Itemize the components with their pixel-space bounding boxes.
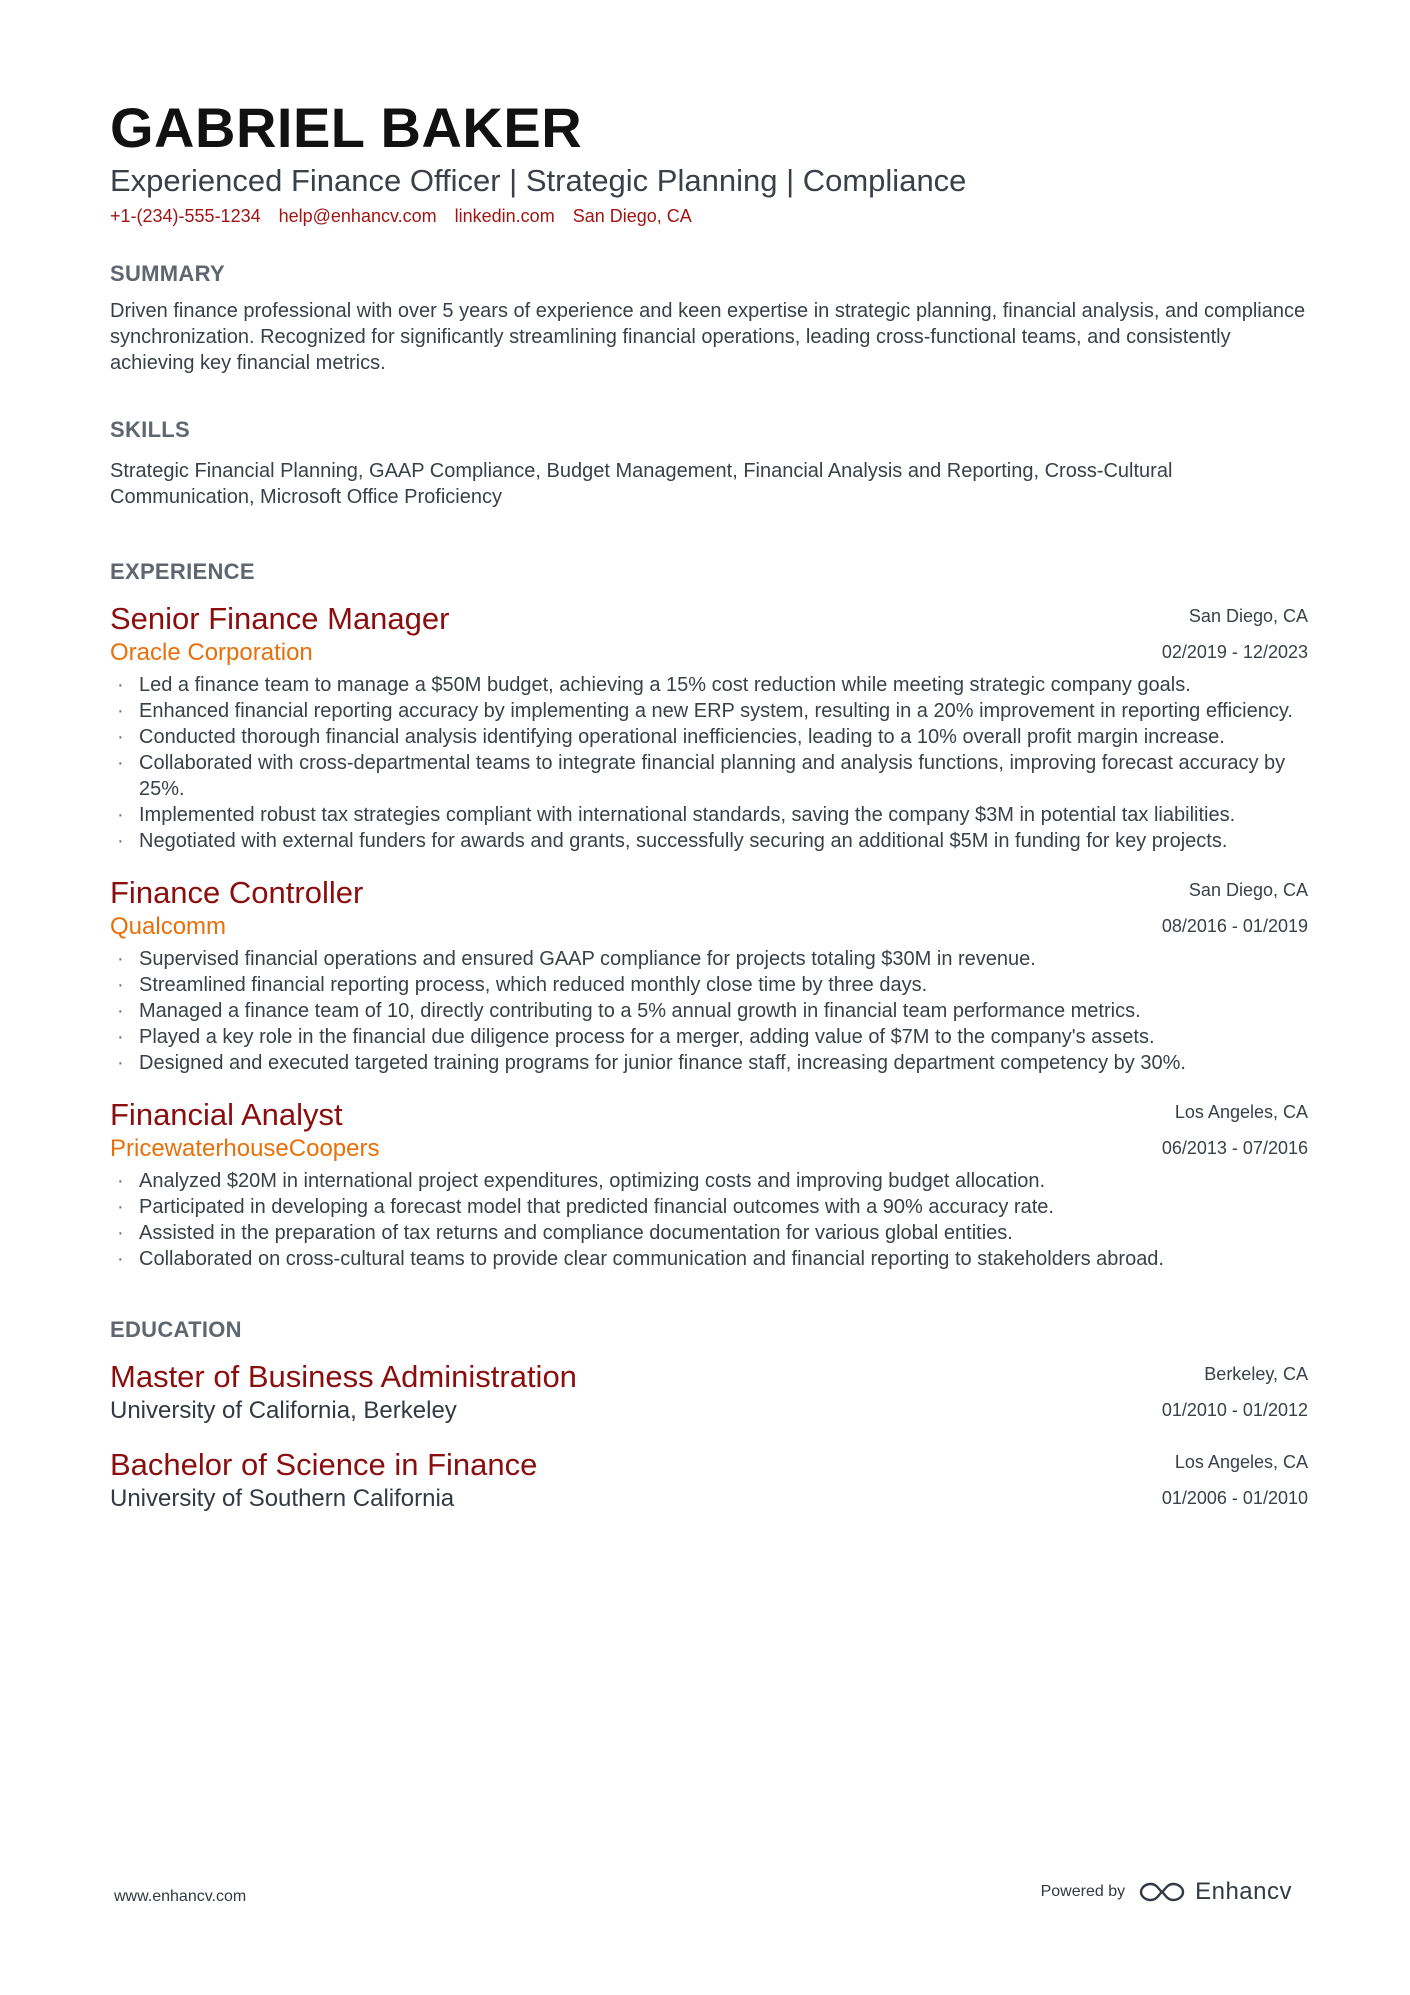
location-link[interactable]: San Diego, CA	[572, 206, 692, 226]
skills-text: Strategic Financial Planning, GAAP Compliance, Budget Management, Financial Analysis and Reporting, Cross-Cultural Communication, Microsoft Office Proficiency	[110, 460, 1173, 508]
phone-link[interactable]: +1-(234)-555-1234	[110, 206, 261, 226]
footer-website[interactable]: www.enhancv.com	[114, 1888, 247, 1905]
job-dates: 08/2016 - 01/2019	[1161, 916, 1308, 936]
job-dates: 02/2019 - 12/2023	[1161, 642, 1308, 662]
achievement-item: · Collaborated with cross-departmental teams to integrate financial planning and analysis functions, improving forecast accuracy by 25%.	[110, 750, 1308, 802]
achievement-item: · Assisted in the preparation of tax returns and compliance documentation for various global entities.	[110, 1220, 1308, 1246]
achievement-list	[110, 672, 1308, 854]
entry-header	[110, 600, 1308, 668]
achievement-item: · Participated in developing a forecast model that predicted financial outcomes with a 90% accuracy rate.	[110, 1194, 1308, 1220]
education-title: EDUCATION	[110, 1317, 242, 1342]
study-dates: 01/2006 - 01/2010	[1161, 1488, 1308, 1508]
job-location: San Diego, CA	[1188, 880, 1308, 900]
achievement-item: · Designed and executed targeted training programs for junior finance staff, increasing department competency by 30%.	[110, 1050, 1308, 1076]
achievement-item: · Enhanced financial reporting accuracy by implementing a new ERP system, resulting in a 20% improvement in reporting efficiency.	[110, 698, 1308, 724]
job-location: Los Angeles, CA	[1174, 1102, 1308, 1122]
education-entry	[110, 1358, 1308, 1426]
degree-title: Master of Business Administration	[110, 1359, 577, 1394]
education-section	[110, 1316, 1308, 1514]
email-link[interactable]: help@enhancv.com	[278, 206, 437, 226]
achievement-list	[110, 1168, 1308, 1272]
achievement-item: · Collaborated on cross-cultural teams to provide clear communication and financial reporting to stakeholders abroad.	[110, 1246, 1308, 1272]
headline: Experienced Finance Officer | Strategic Planning | Compliance	[110, 163, 967, 198]
achievement-item: · Conducted thorough financial analysis identifying operational inefficiencies, leading to a 10% overall profit margin increase.	[110, 724, 1308, 750]
powered-by-label: Powered by	[1040, 1883, 1126, 1900]
degree-title: Bachelor of Science in Finance	[110, 1447, 538, 1482]
study-dates: 01/2010 - 01/2012	[1161, 1400, 1308, 1420]
summary-text: Driven finance professional with over 5 years of experience and keen expertise in strategic planning, financial analysis, and compliance synchronization. Recognized for significantly streamlining financial operations, leading cross-functional teams, and consistently achieving key financial metrics.	[110, 300, 1306, 374]
brand-name: Enhancv	[1195, 1878, 1292, 1905]
candidate-name: GABRIEL BAKER	[110, 96, 583, 159]
achievement-item: · Played a key role in the financial due diligence process for a merger, adding value of $7M to the company's assets.	[110, 1024, 1308, 1050]
brand-logo[interactable]	[1139, 1878, 1292, 1906]
footer-branding	[1041, 1878, 1292, 1906]
skills-title: SKILLS	[110, 417, 191, 442]
school-location: Los Angeles, CA	[1174, 1452, 1308, 1472]
achievement-item: · Analyzed $20M in international project expenditures, optimizing costs and improving budget allocation.	[110, 1168, 1308, 1194]
school-name: University of Southern California	[110, 1485, 455, 1512]
company-name: Qualcomm	[110, 913, 227, 940]
achievement-item: · Streamlined financial reporting process, which reduced monthly close time by three days.	[110, 972, 1308, 998]
achievement-list	[110, 946, 1308, 1076]
achievement-item: · Negotiated with external funders for awards and grants, successfully securing an additional $5M in funding for key projects.	[110, 828, 1308, 854]
experience-entry	[110, 874, 1308, 1076]
job-title: Financial Analyst	[110, 1097, 343, 1132]
experience-entry	[110, 600, 1308, 854]
summary-title: SUMMARY	[110, 261, 225, 286]
entry-header	[110, 874, 1308, 942]
experience-section	[110, 558, 1308, 1272]
summary-section	[110, 260, 1308, 376]
company-name: Oracle Corporation	[110, 639, 313, 666]
linkedin-link[interactable]: linkedin.com	[454, 206, 555, 226]
job-dates: 06/2013 - 07/2016	[1161, 1138, 1308, 1158]
entry-header	[110, 1096, 1308, 1164]
achievement-item: · Implemented robust tax strategies compliant with international standards, saving the company $3M in potential tax liabilities.	[110, 802, 1308, 828]
contact-bar	[110, 204, 1308, 228]
enhancv-logo-icon	[1139, 1880, 1185, 1904]
achievement-item: · Supervised financial operations and ensured GAAP compliance for projects totaling $30M in revenue.	[110, 946, 1308, 972]
achievement-item: · Managed a finance team of 10, directly contributing to a 5% annual growth in financial team performance metrics.	[110, 998, 1308, 1024]
school-location: Berkeley, CA	[1204, 1364, 1308, 1384]
job-location: San Diego, CA	[1188, 606, 1308, 626]
achievement-item: · Led a finance team to manage a $50M budget, achieving a 15% cost reduction while meeting strategic company goals.	[110, 672, 1308, 698]
experience-entry	[110, 1096, 1308, 1272]
job-title: Senior Finance Manager	[110, 601, 450, 636]
resume-page	[110, 96, 1308, 1514]
entry-header	[110, 1358, 1308, 1426]
job-title: Finance Controller	[110, 875, 364, 910]
school-name: University of California, Berkeley	[110, 1397, 457, 1424]
company-name: PricewaterhouseCoopers	[110, 1135, 380, 1162]
skills-section	[110, 416, 1308, 510]
experience-title: EXPERIENCE	[110, 559, 255, 584]
education-entry	[110, 1446, 1308, 1514]
entry-header	[110, 1446, 1308, 1514]
